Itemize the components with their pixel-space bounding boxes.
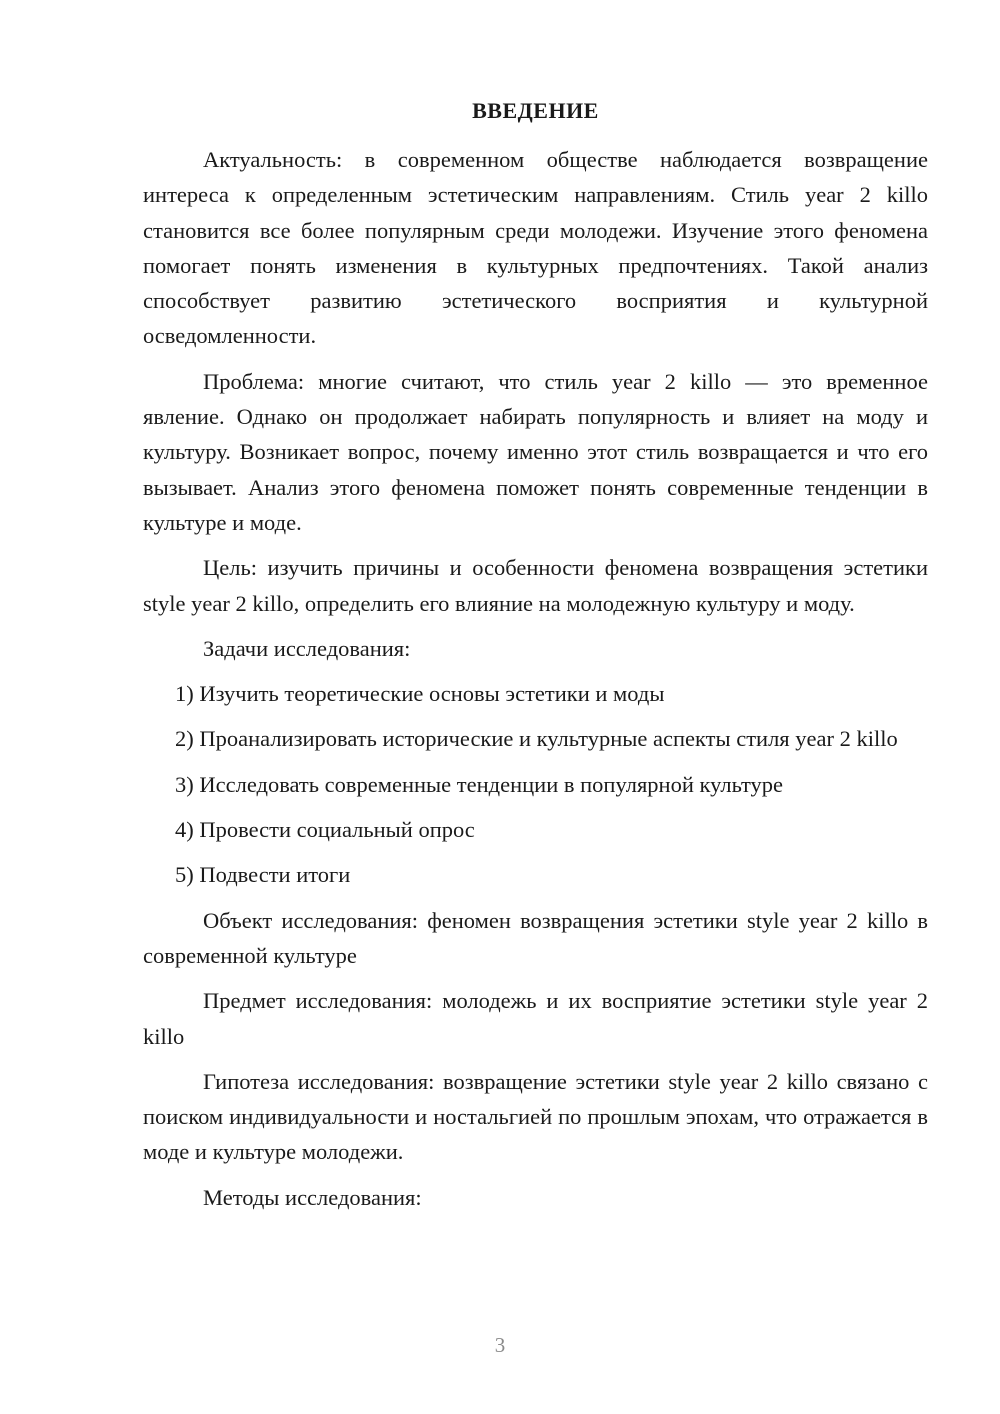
tasks-heading: Задачи исследования: xyxy=(203,635,411,661)
task-item: 2) Проанализировать исторические и культурные аспекты стиля year 2 killo xyxy=(175,726,898,752)
paragraph-problem: Проблема: многие считают, что стиль year 2 killo — это временное явление. Однако он продолжает набирать популярность и влияет на моду и культуру. Возникает вопрос, почему именно этот стиль возвращается и что его вызывает. Анализ этого феномена поможет понять современные тенденции в культуре и моде. xyxy=(143,368,928,535)
document-body xyxy=(143,96,928,1225)
paragraph-subject: Предмет исследования: молодежь и их восприятие эстетики style year 2 killo xyxy=(143,988,928,1049)
task-item: 5) Подвести итоги xyxy=(175,862,351,888)
paragraph-hypothesis: Гипотеза исследования: возвращение эстетики style year 2 killo связано с поиском индивидуальности и ностальгией по прошлым эпохам, что отражается в моде и культуре молодежи. xyxy=(143,1068,928,1165)
task-item: 1) Изучить теоретические основы эстетики и моды xyxy=(175,681,665,707)
page-number: 3 xyxy=(494,1333,506,1357)
methods-heading: Методы исследования: xyxy=(203,1184,422,1210)
paragraph-relevance: Актуальность: в современном обществе наблюдается возвращение интереса к определенным эстетическим направлениям. Стиль year 2 killo становится все более популярным среди молодежи. Изучение этого феномена помогает понять изменения в культурных предпочтениях. Такой анализ способствует развитию эстетического восприятия и культурной осведомленности. xyxy=(143,147,928,349)
task-item: 3) Исследовать современные тенденции в популярной культуре xyxy=(175,771,784,797)
paragraph-goal: Цель: изучить причины и особенности феномена возвращения эстетики style year 2 killo, определить его влияние на молодежную культуру и моду. xyxy=(143,555,928,616)
page-title: ВВЕДЕНИЕ xyxy=(472,98,599,123)
task-item: 4) Провести социальный опрос xyxy=(175,817,475,843)
paragraph-object: Объект исследования: феномен возвращения эстетики style year 2 killo в современной культуре xyxy=(143,907,928,968)
